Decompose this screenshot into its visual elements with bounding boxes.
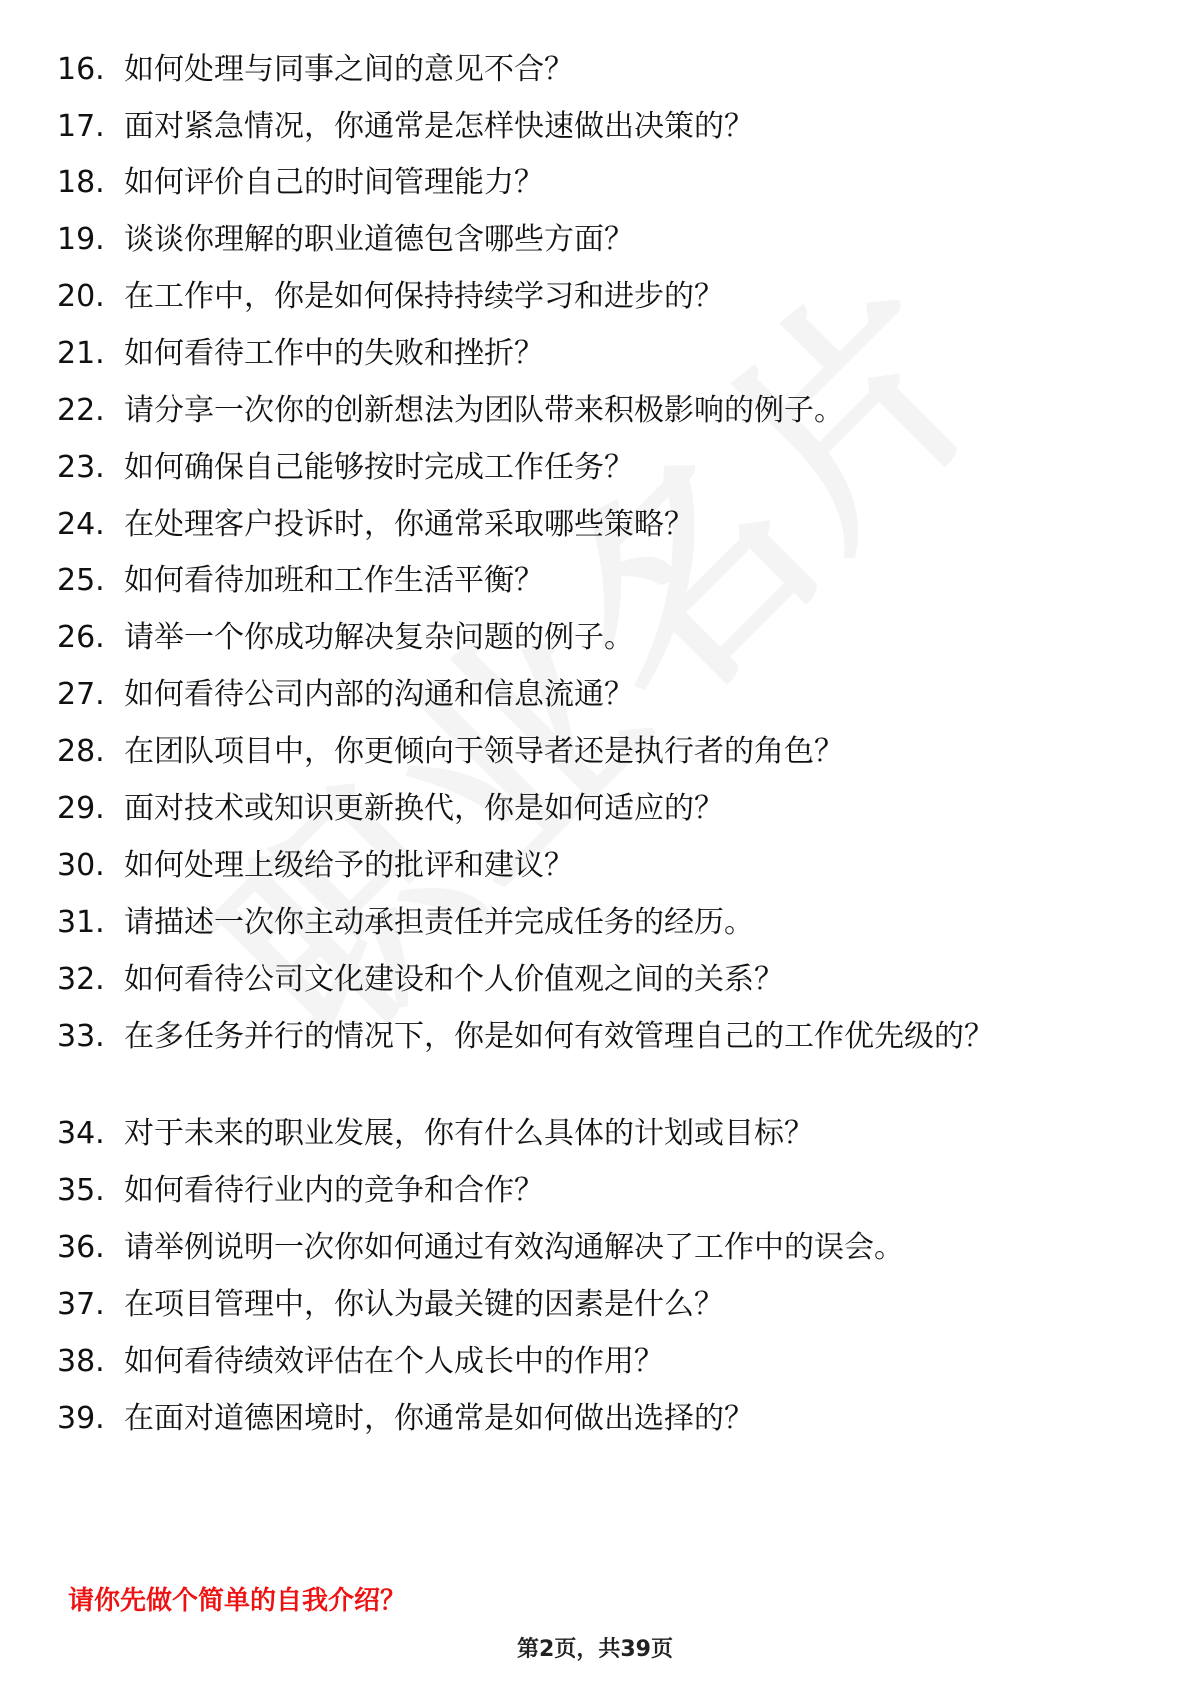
question-text: 请举一个你成功解决复杂问题的例子。 (124, 620, 634, 655)
question-number: 35. (57, 1173, 105, 1208)
question-number: 25. (57, 563, 105, 598)
question-text: 如何看待公司文化建设和个人价值观之间的关系？ (124, 962, 784, 997)
question-text: 请分享一次你的创新想法为团队带来积极影响的例子。 (124, 393, 844, 428)
question-number: 32. (57, 962, 105, 997)
question-number: 19. (57, 222, 105, 257)
question-number: 22. (57, 393, 105, 428)
question-number: 24. (57, 507, 105, 542)
question-number: 37. (57, 1287, 105, 1322)
question-text: 如何看待绩效评估在个人成长中的作用？ (124, 1344, 664, 1379)
question-number: 16. (57, 52, 105, 87)
question-number: 36. (57, 1230, 105, 1265)
question-text: 如何处理与同事之间的意见不合？ (124, 52, 574, 87)
question-number: 31. (57, 905, 105, 940)
question-text: 如何看待加班和工作生活平衡？ (124, 563, 544, 598)
question-number: 30. (57, 848, 105, 883)
question-number: 38. (57, 1344, 105, 1379)
question-text: 谈谈你理解的职业道德包含哪些方面？ (124, 222, 634, 257)
question-text: 对于未来的职业发展，你有什么具体的计划或目标？ (124, 1116, 814, 1151)
question-text: 如何确保自己能够按时完成工作任务？ (124, 450, 634, 485)
watermark (135, 235, 1125, 1225)
question-number: 23. (57, 450, 105, 485)
question-text: 在处理客户投诉时，你通常采取哪些策略？ (124, 507, 694, 542)
question-text: 在面对道德困境时，你通常是如何做出选择的？ (124, 1401, 754, 1436)
question-text: 在项目管理中，你认为最关键的因素是什么？ (124, 1287, 724, 1322)
question-text: 如何看待行业内的竞争和合作？ (124, 1173, 544, 1208)
question-number: 20. (57, 279, 105, 314)
question-text: 如何看待公司内部的沟通和信息流通？ (124, 677, 634, 712)
question-text: 如何评价自己的时间管理能力？ (124, 165, 544, 200)
question-number: 18. (57, 165, 105, 200)
question-number: 28. (57, 734, 105, 769)
question-text: 在工作中，你是如何保持持续学习和进步的？ (124, 279, 724, 314)
question-text: 如何处理上级给予的批评和建议？ (124, 848, 574, 883)
question-number: 34. (57, 1116, 105, 1151)
page-indicator: 第2页，共39页 (517, 1637, 673, 1662)
question-number: 29. (57, 791, 105, 826)
question-text: 在团队项目中，你更倾向于领导者还是执行者的角色？ (124, 734, 844, 769)
question-number: 21. (57, 336, 105, 371)
question-number: 27. (57, 677, 105, 712)
question-text: 请举例说明一次你如何通过有效沟通解决了工作中的误会。 (124, 1230, 904, 1265)
question-number: 33. (57, 1019, 105, 1054)
question-number: 17. (57, 109, 105, 144)
question-text: 如何看待工作中的失败和挫折？ (124, 336, 544, 371)
question-number: 39. (57, 1401, 105, 1436)
question-text: 在多任务并行的情况下，你是如何有效管理自己的工作优先级的？ (124, 1019, 994, 1054)
question-number: 26. (57, 620, 105, 655)
question-text: 面对技术或知识更新换代，你是如何适应的？ (124, 791, 724, 826)
question-text: 请描述一次你主动承担责任并完成任务的经历。 (124, 905, 754, 940)
highlighted-question: 请你先做个简单的自我介绍？ (68, 1586, 407, 1616)
question-text: 面对紧急情况，你通常是怎样快速做出决策的？ (124, 109, 754, 144)
